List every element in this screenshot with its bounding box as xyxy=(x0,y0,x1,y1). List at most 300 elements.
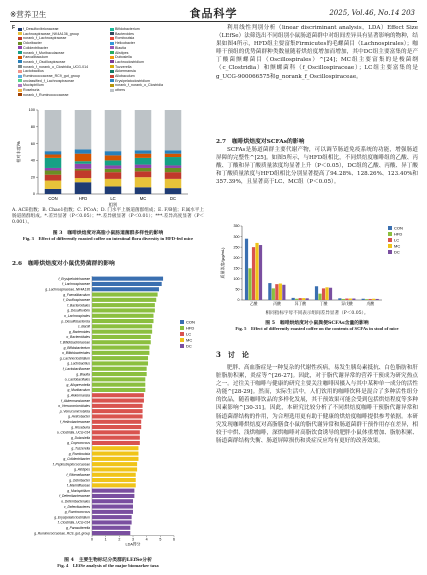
x-tick-label: 异丁酸 xyxy=(294,302,307,306)
legend-swatch xyxy=(388,244,392,248)
genus-stacked-bar-chart xyxy=(10,102,206,207)
stacked-bar-segment xyxy=(75,161,92,164)
legend-label: Lactobacillus xyxy=(23,69,44,74)
stacked-bar-segment xyxy=(45,181,62,189)
y-tick-label: 300 xyxy=(233,234,240,239)
legend-label: norank_f_Lachnospiraceae xyxy=(23,36,67,41)
taxon-label: o_Lachnospirales xyxy=(64,314,90,318)
taxon-label: g_Colidextribacter xyxy=(63,457,90,462)
taxon-label: f_Rikenellaceae xyxy=(66,473,90,477)
lda-bar xyxy=(92,499,133,503)
y-tick-label: 100 xyxy=(28,108,35,113)
x-tick-label: 4 xyxy=(145,537,148,542)
taxon-label: f_Clostridia_UCG-014 xyxy=(57,520,90,525)
legend-swatch xyxy=(110,46,114,49)
legend-item xyxy=(110,69,136,73)
taxon-label: g_Lachnoclostridium xyxy=(59,356,90,361)
legend-label: DC xyxy=(186,343,192,349)
stacked-bar-segment xyxy=(75,169,92,171)
scfa-bar xyxy=(352,299,355,300)
legend-swatch xyxy=(18,89,22,92)
lda-bar xyxy=(92,351,149,355)
legend-label: CON xyxy=(394,225,403,231)
journal-title: 食品科学 xyxy=(189,7,238,20)
legend-label: norank_f_norank_o_Clostridia xyxy=(115,83,163,88)
scfa-bar xyxy=(376,299,379,300)
legend-swatch xyxy=(388,232,392,236)
lda-bar xyxy=(92,478,136,482)
panel-label: F xyxy=(12,25,16,31)
legend-item xyxy=(18,79,74,83)
lda-bar xyxy=(92,446,138,450)
scfa-bar xyxy=(255,243,258,300)
section-3-title: 3 讨 论 xyxy=(216,350,249,359)
stacked-bar-segment xyxy=(105,151,122,155)
legend-swatch xyxy=(388,250,392,254)
taxon-label: g_Coprococcus xyxy=(67,441,90,446)
stacked-bar-segment xyxy=(45,189,62,194)
taxon-label: p_Desulfobacterota xyxy=(61,319,90,324)
scfa-bar xyxy=(329,288,332,300)
x-tick-label: 丙酸 xyxy=(273,302,281,306)
scfa-bar-chart xyxy=(216,220,418,310)
stacked-bar-segment xyxy=(105,165,122,168)
left-column xyxy=(10,24,206,569)
legend-swatch xyxy=(18,84,22,87)
legend-swatch xyxy=(18,70,22,73)
taxon-label: f_Helicobacteraceae xyxy=(59,420,90,424)
legend-item xyxy=(110,55,132,59)
header-rule xyxy=(10,21,417,22)
scfa-bar xyxy=(279,284,282,300)
taxon-label: g_Muribaculum xyxy=(67,388,90,393)
legend-swatch xyxy=(110,65,114,68)
legend-label: Bifidobacterium xyxy=(115,27,140,31)
legend-swatch xyxy=(180,338,184,342)
x-tick-label: CON xyxy=(48,196,58,201)
stacked-bar-segment xyxy=(45,158,62,168)
legend-item xyxy=(18,60,65,64)
stacked-bar-segment xyxy=(105,155,122,160)
taxon-label: g_Erysipelatoclostridium xyxy=(54,515,90,520)
stacked-bar-segment xyxy=(165,179,182,188)
lda-bar xyxy=(92,324,152,328)
x-tick-label: 戊酸 xyxy=(366,302,375,306)
section-2-6-title: 2.6 咖啡烘焙度对小鼠优势菌群的影响 xyxy=(12,261,115,267)
lda-bar xyxy=(92,372,147,376)
x-tick-label: DC xyxy=(169,196,177,201)
lda-bar xyxy=(92,510,133,514)
scfa-bar xyxy=(259,245,262,300)
stacked-bar-segment xyxy=(135,168,152,171)
stacked-bar-segment xyxy=(135,187,152,194)
x-tick-label: 异戊酸 xyxy=(341,302,353,306)
taxon-label: o_Deferribacterales xyxy=(61,499,90,504)
lda-bar xyxy=(92,330,152,334)
y-tick-label: 20 xyxy=(30,175,35,180)
legend-swatch xyxy=(388,238,392,242)
taxon-label: f_Bacteroidales xyxy=(67,303,90,308)
x-axis-label: LDA得分 xyxy=(125,542,141,547)
taxon-label: f_Marinifilaceae xyxy=(66,483,90,488)
fig5-note: 相同指标字母不同表示组间差异显著（P＜0.05）。 xyxy=(265,311,369,316)
lda-bar xyxy=(92,377,145,381)
legend-item xyxy=(18,88,39,92)
legend-swatch xyxy=(110,51,114,54)
legend-swatch xyxy=(180,326,184,330)
lda-bar xyxy=(92,383,145,387)
x-tick-label: 丁酸 xyxy=(319,302,328,306)
legend-label: Alistipes xyxy=(115,50,129,55)
scfa-bar xyxy=(306,298,309,300)
x-tick-label: 6 xyxy=(173,537,175,542)
lda-bar xyxy=(92,404,143,408)
taxon-label: g_Helicobacter xyxy=(68,414,90,419)
stacked-bar-segment xyxy=(75,164,92,169)
legend-label: Helicobacter xyxy=(115,41,135,46)
legend-swatch xyxy=(18,46,22,49)
legend-swatch xyxy=(18,79,22,82)
scfa-bar xyxy=(292,298,295,300)
lda-bar xyxy=(92,515,132,519)
stacked-bar-segment xyxy=(105,169,122,172)
taxon-label: p_Verrucomicrobiota xyxy=(59,409,90,414)
fig3-caption-en: Fig. 3 Effect of differently roasted coffee on intestinal flora diversity in HFD-fed mice xyxy=(22,236,194,241)
scfa-bar xyxy=(369,299,372,300)
legend-item xyxy=(18,32,79,36)
stacked-bar-segment xyxy=(45,170,62,174)
lda-bar xyxy=(92,277,163,281)
page-header xyxy=(0,0,427,22)
taxon-label: g_Roseburia xyxy=(71,425,90,430)
legend-item xyxy=(18,65,88,69)
taxon-label: g_Romboutsia xyxy=(68,451,90,456)
y-tick-label: 60 xyxy=(30,141,35,146)
stacked-bar-segment xyxy=(165,154,182,157)
legend-label: Colidextribacter xyxy=(23,45,48,50)
lda-bar xyxy=(92,335,151,339)
scfa-bar xyxy=(248,268,251,300)
lda-bar xyxy=(92,526,130,530)
lda-bar xyxy=(92,282,162,286)
taxon-label: g_Ruminococcus xyxy=(64,510,90,515)
lda-bar xyxy=(92,494,134,498)
legend-swatch xyxy=(180,332,184,336)
legend-label: norank_f_Oscillospiraceae xyxy=(23,59,66,64)
fig3-caption-note: A. ACE指数；B. Chao1指数；C. PCoA；D. 门水平上肠道菌群组成；E. F/B值；F.属水平上肠道菌群组成。*.差异显著（P＜0.05）；**.差异极显著（P＜0.01）；***.差异高度显著（P＜0.001）。 xyxy=(12,208,204,226)
x-tick-label: HFD xyxy=(78,196,88,201)
legend-swatch xyxy=(110,89,114,92)
section-2-7-title: 2.7 咖啡烘焙度对SCFAs的影响 xyxy=(216,139,305,145)
legend-swatch xyxy=(18,42,22,45)
scfa-bar xyxy=(362,299,365,300)
fig3-caption-cn: 图 3 咖啡烘焙度对高脂小鼠肠道菌群多样性的影响 xyxy=(52,230,164,236)
legend-label: Akkermansia xyxy=(115,69,136,74)
x-tick-label: 0 xyxy=(91,537,93,542)
x-tick-label: LC xyxy=(110,196,116,201)
stacked-bar-segment xyxy=(105,179,122,187)
taxon-label: g_Alistipes xyxy=(74,467,90,472)
journal-issue: 2025, Vol.46, No.14 203 xyxy=(329,9,415,17)
legend-label: Odoribacter xyxy=(23,41,42,46)
scfa-bar xyxy=(299,298,302,300)
lda-bar xyxy=(92,483,136,487)
legend-label: Blautia xyxy=(115,45,126,50)
taxon-label: o_Verrucomicrobiales xyxy=(58,404,90,409)
lda-bar xyxy=(92,436,140,440)
lda-bar xyxy=(92,399,144,403)
journal-section: ※营养卫生 xyxy=(10,10,47,19)
taxon-label: o_Lactobacillales xyxy=(64,377,90,382)
legend-swatch xyxy=(110,70,114,73)
legend-label: Allobaculum xyxy=(115,74,135,78)
legend-swatch xyxy=(18,32,22,35)
lda-bar xyxy=(92,462,137,466)
scfa-bar xyxy=(342,299,345,300)
legend-label: Roseburia xyxy=(23,88,40,93)
stacked-bar-segment xyxy=(135,150,152,153)
legend-item xyxy=(18,51,64,55)
legend-label: norank_f_Muribaculaceae xyxy=(23,50,65,55)
taxon-label: c_Bacilli xyxy=(77,324,90,329)
taxon-label: o_Clostridia_UCG-014 xyxy=(56,430,90,435)
taxon-label: g_Akkermansia xyxy=(67,393,90,398)
stacked-bar-segment xyxy=(75,154,92,162)
stacked-bar-segment xyxy=(165,110,182,150)
legend-item xyxy=(18,36,66,40)
stacked-bar-segment xyxy=(75,178,92,182)
scfa-bar xyxy=(282,285,285,300)
legend-label: Faecalibaculum xyxy=(23,55,49,60)
stacked-bar-segment xyxy=(45,175,62,181)
paragraph-lefse: 利用线性判别分析（linear discriminant analysis，LDA）Effect Size（LEfSe）法筛选出不同组别小鼠肠道菌群中对组间差异具有显著影响的物种，结果如图4所示，HFD组主要富集Firmicutes的毛螺菌目（Lachnospirales）；咖啡干预组的优势菌群种类数量随着烘焙度增加而增加，其中DC组主要富集的是产丁酸菌颤螺菌目（Oscillospirales）^[24]；MC组主要富集的是梭菌纲（c_Clostridia）和颤螺菌科（f_Oscillospiraceae）；LC组主要富集的是g_UCG-900066575和g_norank_f_Oscillospiraceae。 xyxy=(216,25,418,80)
legend-item xyxy=(18,74,80,78)
lda-bar xyxy=(92,441,140,445)
x-tick-label: 1 xyxy=(104,537,107,542)
legend-item xyxy=(18,41,42,45)
scfa-bar xyxy=(325,287,328,300)
legend-label: CON xyxy=(186,319,195,325)
legend-swatch xyxy=(110,75,114,78)
taxon-label: f_Akkermansiaceae xyxy=(61,398,90,403)
stacked-bar-segment xyxy=(135,171,152,177)
legend-label: Lachnospiraceae_NK4A136_group xyxy=(23,31,79,36)
lda-bar xyxy=(92,414,143,418)
legend-item xyxy=(110,32,134,36)
stacked-bar-segment xyxy=(75,182,92,194)
scfa-bar xyxy=(338,298,341,300)
taxon-label: c_Deferribacteres xyxy=(63,504,90,509)
legend-item xyxy=(110,65,131,69)
y-tick-label: 350 xyxy=(233,224,240,229)
paragraph-discussion: 肥胖、高血脂症是一种复杂的代谢性疾病，易发生胰岛素抵抗、白色脂肪和肝脏脂肪积累，炎症等^[26-27]。因此，对于脂代谢异常的营养干预成为研究热点之一。过往关于咖啡与健康的研究主要关注咖啡因摄入与其中某种单一成分的活性功能^[28-29]。然而，实际生活中，人们饮用的咖啡饮料是混合了多种活性组分的饮品，随着咖啡饮品的多样化发展，其干预效果可能会受到包括烘焙程度等多种因素影响^[30-31]。因此，本研究比较分析了不同烘焙度咖啡干预脂代谢异常和肠道菌群结构的作用，为合理选用更有助于健康的烘焙度咖啡提供参考依据。本研究发现咖啡烘焙度对高脂膳食小鼠的脂代谢异常和肠道菌群干预作用存在差异，相较于中烘、浅烘咖啡，深烘咖啡对高脂饮食诱导的肥胖小鼠体重增加、脂肪积累、肠道菌群结构失衡、肠道屏障损伤和炎症反应均有更好的改善效果。 xyxy=(216,365,418,444)
scfa-bar xyxy=(318,294,321,300)
legend-item xyxy=(18,55,48,59)
figure-3 xyxy=(10,24,206,226)
legend-swatch xyxy=(110,32,114,35)
legend-item xyxy=(18,69,44,73)
legend-item xyxy=(18,93,69,97)
legend-label: MC xyxy=(186,337,193,343)
x-axis-label: 组别 xyxy=(108,202,118,207)
stacked-bar-segment xyxy=(135,165,152,168)
y-tick-label: 50 xyxy=(235,287,240,292)
legend-swatch xyxy=(18,75,22,78)
scfa-bar xyxy=(302,298,305,300)
taxon-label: g_Blautia xyxy=(76,372,90,377)
legend-swatch xyxy=(18,56,22,59)
stacked-bar-segment xyxy=(165,165,182,168)
legend-swatch xyxy=(110,79,114,82)
legend-label: DC xyxy=(394,249,400,255)
legend-item xyxy=(110,74,135,78)
stacked-bar-segment xyxy=(135,177,152,187)
lda-bar xyxy=(92,314,154,318)
taxon-label: o_Bacteroidales xyxy=(66,335,90,340)
stacked-bar-segment xyxy=(45,168,62,171)
taxon-label: g_Lactobacillus xyxy=(67,361,90,366)
legend-label: Lachnoclostridium xyxy=(115,59,144,64)
legend-label: LC xyxy=(186,331,192,337)
lda-bar xyxy=(92,420,141,424)
legend-label: Erysipelatoclostridium xyxy=(115,78,150,83)
legend-swatch xyxy=(388,226,392,230)
right-column xyxy=(216,24,418,569)
scfa-bar xyxy=(295,299,298,300)
scfa-bar xyxy=(345,299,348,300)
x-tick-label: 乙酸 xyxy=(249,302,258,306)
taxon-label: g_Mucispirillum xyxy=(67,488,90,493)
legend-label: Ruminococcaceae_RC9_gut_group xyxy=(23,74,80,78)
lda-bar xyxy=(92,520,132,524)
taxon-label: f_Oscillospiraceae xyxy=(63,298,90,303)
stacked-bar-segment xyxy=(165,150,182,153)
legend-swatch xyxy=(18,28,22,31)
legend-swatch xyxy=(18,65,22,68)
stacked-bar-segment xyxy=(135,110,152,150)
legend-swatch xyxy=(110,28,114,31)
legend-swatch xyxy=(18,93,22,96)
legend-item xyxy=(110,46,126,50)
legend-item xyxy=(110,88,125,92)
stacked-bar-segment xyxy=(105,160,122,165)
stacked-bar-segment xyxy=(165,168,182,172)
y-tick-label: 150 xyxy=(233,266,240,271)
fig4-caption-cn: 图 4 主要生物标记分类群的LEfSe分析 xyxy=(64,557,152,563)
lda-bar xyxy=(92,293,158,297)
stacked-bar-segment xyxy=(75,170,92,178)
stacked-bar-segment xyxy=(105,110,122,151)
legend-swatch xyxy=(18,37,22,40)
legend-item xyxy=(110,41,135,45)
legend-item xyxy=(18,27,59,31)
stacked-bar-segment xyxy=(45,110,62,151)
scfa-bar xyxy=(252,247,255,300)
lda-bar xyxy=(92,319,154,323)
lda-bar xyxy=(92,409,143,413)
legend-label: others xyxy=(115,88,125,93)
y-tick-label: 200 xyxy=(233,255,240,260)
taxon-label: f_Bifidobacteriaceae xyxy=(60,340,90,345)
scfa-bar xyxy=(365,299,368,300)
legend-item xyxy=(18,46,48,50)
lda-bar xyxy=(92,367,147,371)
lda-bar xyxy=(92,356,148,360)
taxon-label: g_Faecalibaculum xyxy=(63,292,90,297)
legend-swatch xyxy=(110,84,114,87)
lda-bar xyxy=(92,298,156,302)
x-tick-label: 3 xyxy=(132,537,134,542)
legend-label: Romboutsia xyxy=(115,36,135,41)
stacked-bar-segment xyxy=(165,188,182,194)
legend-label: norank_f_Ruminococcaceae xyxy=(23,92,69,97)
legend-label: LC xyxy=(394,237,400,243)
legend-label: HFD xyxy=(186,325,195,331)
lda-bar xyxy=(92,361,148,365)
lda-bar xyxy=(92,467,137,471)
taxon-label: g_Odoribacter xyxy=(69,478,90,483)
y-tick-label: 250 xyxy=(233,245,240,250)
legend-label: MC xyxy=(394,243,401,249)
fig5-caption-en: Fig. 5 Effect of differently roasted coffee on the contents of SCFAs in stool of mice xyxy=(235,326,399,331)
scfa-bar xyxy=(245,239,248,300)
taxon-label: g_Tuzzerella xyxy=(71,446,90,451)
scfa-bar xyxy=(349,299,352,300)
legend-item xyxy=(110,27,140,31)
taxon-label: g_Desulfovibrio xyxy=(67,308,90,313)
stacked-bar-segment xyxy=(105,186,122,194)
taxon-label: g_Lachnospiraceae_NK4A136 xyxy=(45,287,90,292)
y-tick-label: 80 xyxy=(30,125,35,129)
lda-bar xyxy=(92,457,138,461)
taxon-label: g_Dubosiella xyxy=(70,435,90,440)
legend-swatch xyxy=(110,60,114,63)
legend-swatch xyxy=(180,344,184,348)
stacked-bar-segment xyxy=(165,157,182,165)
taxon-label: g_Bacteroides xyxy=(68,329,90,334)
legend-swatch xyxy=(18,51,22,54)
y-tick-label: 100 xyxy=(233,277,240,282)
genus-legend xyxy=(10,27,200,100)
taxon-label: g_Bifidobacterium xyxy=(63,345,90,350)
y-tick-label: 0 xyxy=(237,298,240,303)
x-tick-label: MC xyxy=(139,196,147,201)
lda-bar xyxy=(92,388,145,392)
legend-item xyxy=(110,83,163,87)
lda-bar xyxy=(92,531,130,535)
stacked-bar-segment xyxy=(135,158,152,165)
legend-swatch xyxy=(110,42,114,45)
legend-swatch xyxy=(110,56,114,59)
stacked-bar-segment xyxy=(165,172,182,179)
legend-item xyxy=(110,36,134,40)
taxon-label: f_Peptostreptococcaceae xyxy=(52,462,90,467)
y-tick-label: 0 xyxy=(32,192,35,197)
legend-item xyxy=(110,51,128,55)
taxon-label: g_Parasutterella xyxy=(65,526,90,530)
legend-label: unclassified_f_Lachnospiraceae xyxy=(23,78,75,83)
scfa-bar xyxy=(268,283,271,300)
fig5-caption-cn: 图 5 咖啡烘焙度对小鼠粪便SCFAs含量的影响 xyxy=(265,320,369,326)
lefse-lda-chart xyxy=(10,268,206,554)
lda-bar xyxy=(92,430,140,434)
x-tick-label: 5 xyxy=(159,537,162,542)
stacked-bar-segment xyxy=(75,149,92,153)
y-axis-label: 相对丰度/% xyxy=(16,141,21,163)
lda-bar xyxy=(92,287,159,291)
legend-swatch xyxy=(110,37,114,40)
lda-bar xyxy=(92,452,138,456)
